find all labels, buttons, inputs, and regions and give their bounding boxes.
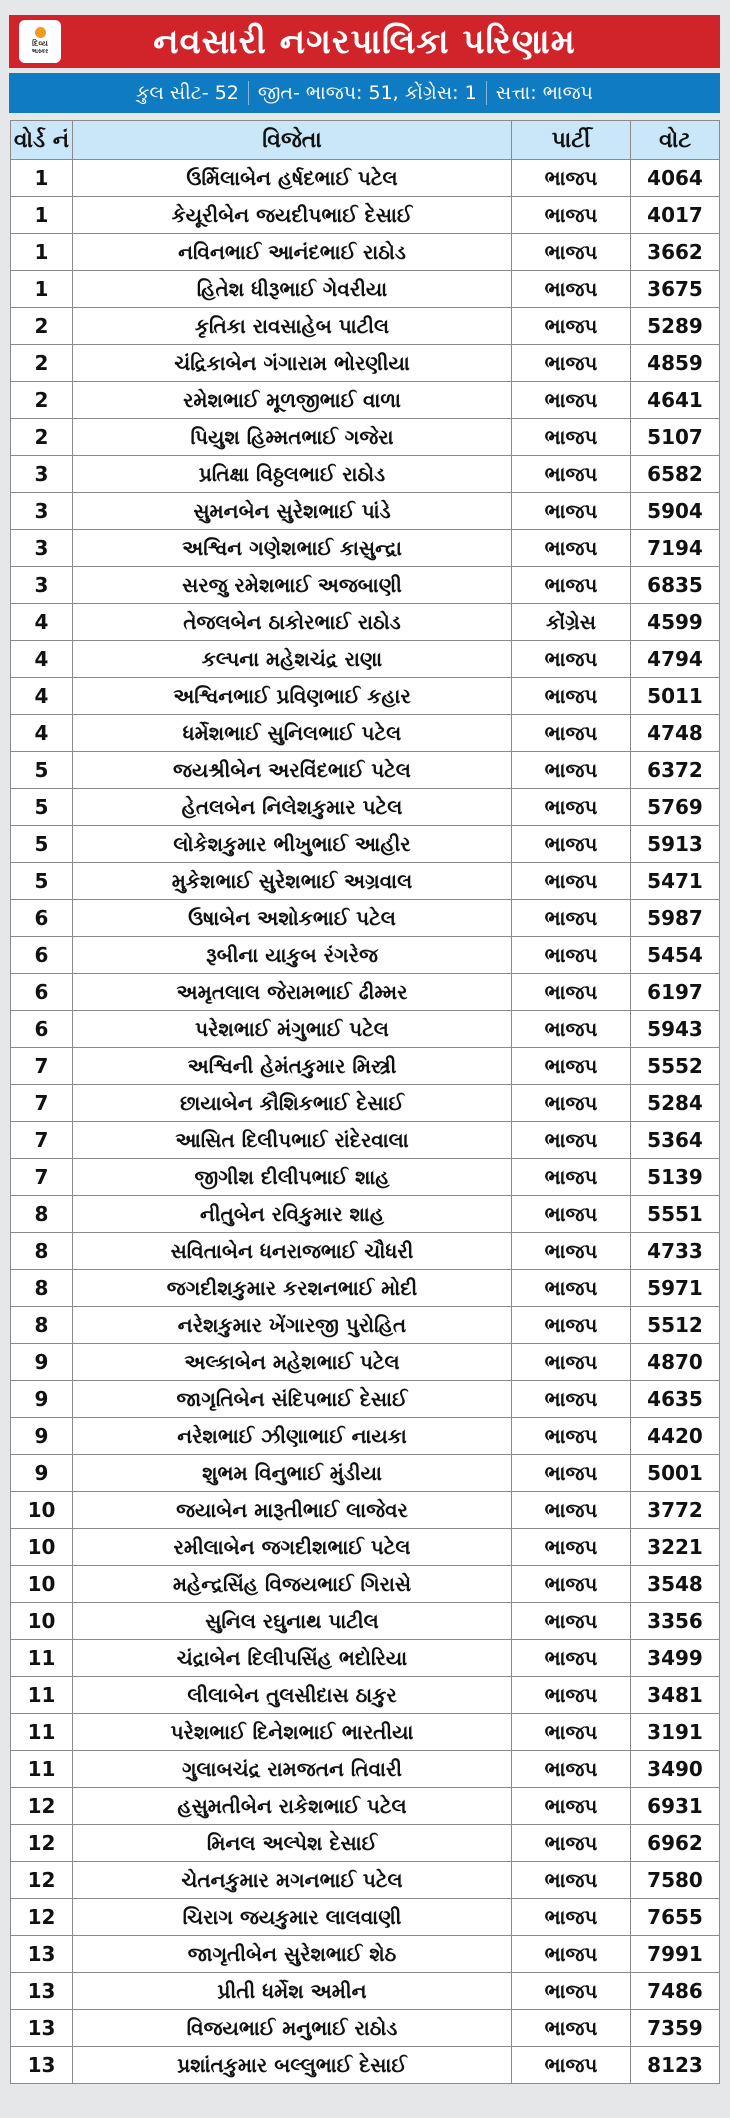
winner-name: હસુમતીબેન રાકેશભાઈ પટેલ bbox=[73, 1788, 512, 1825]
party: ભાજપ bbox=[512, 530, 631, 567]
divider bbox=[248, 81, 249, 105]
party: ભાજપ bbox=[512, 1788, 631, 1825]
winner-name: પ્રશાંતકુમાર બલ્લુભાઈ દેસાઈ bbox=[73, 2047, 512, 2084]
winner-name: મિનલ અલ્પેશ દેસાઈ bbox=[73, 1825, 512, 1862]
table-row bbox=[11, 493, 720, 530]
party: ભાજપ bbox=[512, 1159, 631, 1196]
winner-name: ચંદ્રિકાબેન ગંગારામ ભોરણીયા bbox=[73, 345, 512, 382]
table-row bbox=[11, 1270, 720, 1307]
party: ભાજપ bbox=[512, 2047, 631, 2084]
table-row bbox=[11, 1566, 720, 1603]
party: ભાજપ bbox=[512, 345, 631, 382]
winner-name: કલ્પના મહેશચંદ્ર રાણા bbox=[73, 641, 512, 678]
logo-text-2: ભાસ્કર bbox=[31, 48, 49, 55]
ward-number: 7 bbox=[11, 1159, 73, 1196]
winner-name: તેજલબેન ઠાકોરભાઈ રાઠોડ bbox=[73, 604, 512, 641]
party: ભાજપ bbox=[512, 1640, 631, 1677]
winner-name: પરેશભાઈ મંગુભાઈ પટેલ bbox=[73, 1011, 512, 1048]
votes: 8123 bbox=[631, 2047, 720, 2084]
party: ભાજપ bbox=[512, 197, 631, 234]
party: ભાજપ bbox=[512, 1270, 631, 1307]
winner-name: આસિત દિલીપભાઈ રાંદેરવાલા bbox=[73, 1122, 512, 1159]
table-row bbox=[11, 641, 720, 678]
votes: 4733 bbox=[631, 1233, 720, 1270]
table-row bbox=[11, 1936, 720, 1973]
ward-number: 7 bbox=[11, 1085, 73, 1122]
party: ભાજપ bbox=[512, 1825, 631, 1862]
winner-name: પ્રીતી ધર્મેશ અમીન bbox=[73, 1973, 512, 2010]
table-row bbox=[11, 863, 720, 900]
votes: 3490 bbox=[631, 1751, 720, 1788]
ward-number: 8 bbox=[11, 1270, 73, 1307]
ward-number: 12 bbox=[11, 1862, 73, 1899]
winner-name: ચંદ્રાબેન દિલીપસિંહ ભદોરિયા bbox=[73, 1640, 512, 1677]
party: ભાજપ bbox=[512, 271, 631, 308]
votes: 6582 bbox=[631, 456, 720, 493]
winner-name: અશ્વિની હેમંતકુમાર મિસ્ત્રી bbox=[73, 1048, 512, 1085]
winner-name: પરેશભાઈ દિનેશભાઈ ભારતીયા bbox=[73, 1714, 512, 1751]
ward-number: 13 bbox=[11, 2047, 73, 2084]
table-row bbox=[11, 826, 720, 863]
ward-number: 6 bbox=[11, 937, 73, 974]
ward-number: 10 bbox=[11, 1566, 73, 1603]
winner-name: નવિનભાઈ આનંદભાઈ રાઠોડ bbox=[73, 234, 512, 271]
table-row bbox=[11, 567, 720, 604]
ward-number: 12 bbox=[11, 1825, 73, 1862]
ward-number: 12 bbox=[11, 1788, 73, 1825]
votes: 6835 bbox=[631, 567, 720, 604]
ward-number: 3 bbox=[11, 456, 73, 493]
party: ભાજપ bbox=[512, 974, 631, 1011]
votes: 3191 bbox=[631, 1714, 720, 1751]
table-row bbox=[11, 752, 720, 789]
votes: 5011 bbox=[631, 678, 720, 715]
votes: 5107 bbox=[631, 419, 720, 456]
party: ભાજપ bbox=[512, 1566, 631, 1603]
ward-number: 1 bbox=[11, 271, 73, 308]
winner-name: લોકેશકુમાર ભીખુભાઈ આહીર bbox=[73, 826, 512, 863]
winner-name: ચિરાગ જયકુમાર લાલવાણી bbox=[73, 1899, 512, 1936]
party: ભાજપ bbox=[512, 1233, 631, 1270]
winner-name: રૂબીના યાકુબ રંગરેજ bbox=[73, 937, 512, 974]
ward-number: 3 bbox=[11, 530, 73, 567]
table-row bbox=[11, 1529, 720, 1566]
votes: 4641 bbox=[631, 382, 720, 419]
party: ભાજપ bbox=[512, 1751, 631, 1788]
ward-number: 2 bbox=[11, 345, 73, 382]
votes: 5364 bbox=[631, 1122, 720, 1159]
title-banner bbox=[9, 15, 720, 68]
winner-name: નરેશકુમાર ખેંગારજી પુરોહિત bbox=[73, 1307, 512, 1344]
ward-number: 13 bbox=[11, 1936, 73, 1973]
votes: 4599 bbox=[631, 604, 720, 641]
party: ભાજપ bbox=[512, 567, 631, 604]
votes: 4635 bbox=[631, 1381, 720, 1418]
party: ભાજપ bbox=[512, 419, 631, 456]
winner-name: અશ્વિન ગણેશભાઈ કાસુન્દ્રા bbox=[73, 530, 512, 567]
ward-number: 8 bbox=[11, 1233, 73, 1270]
party: ભાજપ bbox=[512, 1492, 631, 1529]
ward-number: 13 bbox=[11, 1973, 73, 2010]
winner-name: અશ્વિનભાઈ પ્રવિણભાઈ કહાર bbox=[73, 678, 512, 715]
table-row bbox=[11, 604, 720, 641]
ward-number: 5 bbox=[11, 863, 73, 900]
votes: 3499 bbox=[631, 1640, 720, 1677]
votes: 5139 bbox=[631, 1159, 720, 1196]
votes: 7359 bbox=[631, 2010, 720, 2047]
party: ભાજપ bbox=[512, 160, 631, 197]
party: ભાજપ bbox=[512, 900, 631, 937]
ward-number: 9 bbox=[11, 1344, 73, 1381]
party: ભાજપ bbox=[512, 1085, 631, 1122]
table-row bbox=[11, 1788, 720, 1825]
votes: 4420 bbox=[631, 1418, 720, 1455]
ward-number: 10 bbox=[11, 1603, 73, 1640]
table-row bbox=[11, 308, 720, 345]
ward-number: 8 bbox=[11, 1307, 73, 1344]
party: ભાજપ bbox=[512, 863, 631, 900]
winner-name: પ્રતિક્ષા વિઠ્ઠલભાઈ રાઠોડ bbox=[73, 456, 512, 493]
ward-number: 11 bbox=[11, 1677, 73, 1714]
table-row bbox=[11, 1751, 720, 1788]
party: ભાજપ bbox=[512, 1122, 631, 1159]
table-row bbox=[11, 197, 720, 234]
divider bbox=[486, 81, 487, 105]
ward-number: 7 bbox=[11, 1048, 73, 1085]
votes: 7486 bbox=[631, 1973, 720, 2010]
table-row bbox=[11, 456, 720, 493]
party: ભાજપ bbox=[512, 456, 631, 493]
table-row bbox=[11, 234, 720, 271]
header-ward: વોર્ડ નં bbox=[11, 121, 73, 160]
summary-bar bbox=[9, 73, 720, 113]
table-row bbox=[11, 1677, 720, 1714]
ward-number: 8 bbox=[11, 1196, 73, 1233]
votes: 3481 bbox=[631, 1677, 720, 1714]
votes: 5987 bbox=[631, 900, 720, 937]
ward-number: 7 bbox=[11, 1122, 73, 1159]
table-row bbox=[11, 1122, 720, 1159]
winner-name: કેયૂરીબેન જયદીપભાઈ દેસાઈ bbox=[73, 197, 512, 234]
ward-number: 1 bbox=[11, 197, 73, 234]
table-row bbox=[11, 1233, 720, 1270]
votes: 3675 bbox=[631, 271, 720, 308]
winner-name: રમેશભાઈ મૂળજીભાઈ વાળા bbox=[73, 382, 512, 419]
party: ભાજપ bbox=[512, 1936, 631, 1973]
table-header-row bbox=[11, 121, 720, 160]
seats-won: જીત- ભાજપ: 51, કોંગ્રેસ: 1 bbox=[257, 82, 477, 104]
ward-number: 4 bbox=[11, 604, 73, 641]
party: ભાજપ bbox=[512, 1603, 631, 1640]
ward-number: 2 bbox=[11, 308, 73, 345]
party: ભાજપ bbox=[512, 2010, 631, 2047]
ward-number: 4 bbox=[11, 678, 73, 715]
votes: 4859 bbox=[631, 345, 720, 382]
table-row bbox=[11, 1899, 720, 1936]
ward-number: 9 bbox=[11, 1455, 73, 1492]
winner-name: ચેતનકુમાર મગનભાઈ પટેલ bbox=[73, 1862, 512, 1899]
votes: 7580 bbox=[631, 1862, 720, 1899]
total-seats: કુલ સીટ- 52 bbox=[136, 82, 239, 104]
table-row bbox=[11, 345, 720, 382]
party: ભાજપ bbox=[512, 1196, 631, 1233]
votes: 5769 bbox=[631, 789, 720, 826]
ward-number: 5 bbox=[11, 789, 73, 826]
votes: 5943 bbox=[631, 1011, 720, 1048]
table-row bbox=[11, 2010, 720, 2047]
winner-name: મહેન્દ્રસિંહ વિજયભાઈ ગિરાસે bbox=[73, 1566, 512, 1603]
votes: 5471 bbox=[631, 863, 720, 900]
votes: 7991 bbox=[631, 1936, 720, 1973]
table-row bbox=[11, 1973, 720, 2010]
ward-number: 5 bbox=[11, 826, 73, 863]
party: ભાજપ bbox=[512, 1381, 631, 1418]
ward-number: 6 bbox=[11, 1011, 73, 1048]
ward-number: 1 bbox=[11, 160, 73, 197]
winner-name: છાયાબેન કૌશિકભાઈ દેસાઈ bbox=[73, 1085, 512, 1122]
table-row bbox=[11, 1048, 720, 1085]
party: ભાજપ bbox=[512, 1011, 631, 1048]
table-row bbox=[11, 789, 720, 826]
party: ભાજપ bbox=[512, 234, 631, 271]
header-votes: વોટ bbox=[631, 121, 720, 160]
votes: 5971 bbox=[631, 1270, 720, 1307]
table-row bbox=[11, 1159, 720, 1196]
ward-number: 2 bbox=[11, 419, 73, 456]
header-winner: વિજેતા bbox=[73, 121, 512, 160]
ward-number: 1 bbox=[11, 234, 73, 271]
winner-name: જીગીશ દીલીપભાઈ શાહ bbox=[73, 1159, 512, 1196]
table-row bbox=[11, 1381, 720, 1418]
votes: 4870 bbox=[631, 1344, 720, 1381]
ward-number: 5 bbox=[11, 752, 73, 789]
ward-number: 9 bbox=[11, 1381, 73, 1418]
winner-name: ઉર્મિલાબેન હર્ષદભાઈ પટેલ bbox=[73, 160, 512, 197]
winner-name: અમૃતલાલ જેરામભાઈ ઢીમ્મર bbox=[73, 974, 512, 1011]
winner-name: જાગૃતિબેન સંદિપભાઈ દેસાઈ bbox=[73, 1381, 512, 1418]
votes: 5289 bbox=[631, 308, 720, 345]
winner-name: સરજુ રમેશભાઈ અજબાણી bbox=[73, 567, 512, 604]
ward-number: 11 bbox=[11, 1751, 73, 1788]
winner-name: જાગૃતીબેન સુરેશભાઈ શેઠ bbox=[73, 1936, 512, 1973]
ward-number: 11 bbox=[11, 1640, 73, 1677]
votes: 3772 bbox=[631, 1492, 720, 1529]
party: ભાજપ bbox=[512, 308, 631, 345]
table-row bbox=[11, 937, 720, 974]
sun-icon bbox=[35, 27, 46, 38]
party: ભાજપ bbox=[512, 1973, 631, 2010]
ward-number: 12 bbox=[11, 1899, 73, 1936]
table-row bbox=[11, 1825, 720, 1862]
table-row bbox=[11, 1307, 720, 1344]
table-row bbox=[11, 715, 720, 752]
table-row bbox=[11, 1085, 720, 1122]
table-row bbox=[11, 530, 720, 567]
votes: 4794 bbox=[631, 641, 720, 678]
results-table bbox=[10, 120, 720, 2084]
winner-name: સુમનબેન સુરેશભાઈ પાંડે bbox=[73, 493, 512, 530]
table-row bbox=[11, 419, 720, 456]
ward-number: 3 bbox=[11, 567, 73, 604]
table-row bbox=[11, 2047, 720, 2084]
party: ભાજપ bbox=[512, 826, 631, 863]
winner-name: જયાબેન મારૂતીભાઈ લાજેવર bbox=[73, 1492, 512, 1529]
party: ભાજપ bbox=[512, 493, 631, 530]
table-row bbox=[11, 1714, 720, 1751]
ward-number: 10 bbox=[11, 1529, 73, 1566]
party: ભાજપ bbox=[512, 1529, 631, 1566]
party: ભાજપ bbox=[512, 715, 631, 752]
ward-number: 9 bbox=[11, 1418, 73, 1455]
ward-number: 3 bbox=[11, 493, 73, 530]
divya-bhaskar-logo bbox=[19, 20, 61, 63]
ward-number: 13 bbox=[11, 2010, 73, 2047]
winner-name: શુભમ વિનુભાઈ મુંડીયા bbox=[73, 1455, 512, 1492]
votes: 5001 bbox=[631, 1455, 720, 1492]
table-row bbox=[11, 382, 720, 419]
table-row bbox=[11, 974, 720, 1011]
winner-name: કૃતિકા રાવસાહેબ પાટીલ bbox=[73, 308, 512, 345]
winner-name: નરેશભાઈ ઝીણાભાઈ નાયકા bbox=[73, 1418, 512, 1455]
votes: 5913 bbox=[631, 826, 720, 863]
table-row bbox=[11, 678, 720, 715]
votes: 5512 bbox=[631, 1307, 720, 1344]
party: ભાજપ bbox=[512, 1455, 631, 1492]
page-title: નવસારી નગરપાલિકા પરિણામ bbox=[153, 21, 576, 62]
winner-name: જગદીશકુમાર કરશનભાઈ મોદી bbox=[73, 1270, 512, 1307]
votes: 5454 bbox=[631, 937, 720, 974]
table-row bbox=[11, 1862, 720, 1899]
party: ભાજપ bbox=[512, 1714, 631, 1751]
votes: 6372 bbox=[631, 752, 720, 789]
winner-name: વિજયભાઈ મનુભાઈ રાઠોડ bbox=[73, 2010, 512, 2047]
winner-name: સવિતાબેન ધનરાજભાઈ ચૌધરી bbox=[73, 1233, 512, 1270]
votes: 3221 bbox=[631, 1529, 720, 1566]
table-row bbox=[11, 1492, 720, 1529]
votes: 4064 bbox=[631, 160, 720, 197]
votes: 3548 bbox=[631, 1566, 720, 1603]
winner-name: સુનિલ રઘુનાથ પાટીલ bbox=[73, 1603, 512, 1640]
winner-name: ધર્મેશભાઈ સુનિલભાઈ પટેલ bbox=[73, 715, 512, 752]
party: ભાજપ bbox=[512, 1899, 631, 1936]
votes: 4017 bbox=[631, 197, 720, 234]
table-row bbox=[11, 1603, 720, 1640]
ward-number: 6 bbox=[11, 900, 73, 937]
ruling-party: સત્તા: ભાજપ bbox=[495, 82, 593, 104]
table-row bbox=[11, 1455, 720, 1492]
ward-number: 11 bbox=[11, 1714, 73, 1751]
ward-number: 2 bbox=[11, 382, 73, 419]
party: ભાજપ bbox=[512, 752, 631, 789]
winner-name: મુકેશભાઈ સુરેશભાઈ અગ્રવાલ bbox=[73, 863, 512, 900]
ward-number: 6 bbox=[11, 974, 73, 1011]
votes: 6197 bbox=[631, 974, 720, 1011]
winner-name: હેતલબેન નિલેશકુમાર પટેલ bbox=[73, 789, 512, 826]
votes: 3356 bbox=[631, 1603, 720, 1640]
votes: 7194 bbox=[631, 530, 720, 567]
votes: 7655 bbox=[631, 1899, 720, 1936]
party: ભાજપ bbox=[512, 1048, 631, 1085]
votes: 6931 bbox=[631, 1788, 720, 1825]
party: ભાજપ bbox=[512, 1677, 631, 1714]
party: ભાજપ bbox=[512, 789, 631, 826]
table-row bbox=[11, 900, 720, 937]
logo-text-1: દિવ્ય bbox=[32, 39, 48, 48]
party: ભાજપ bbox=[512, 1307, 631, 1344]
table-row bbox=[11, 1011, 720, 1048]
party: ભાજપ bbox=[512, 937, 631, 974]
ward-number: 4 bbox=[11, 715, 73, 752]
ward-number: 10 bbox=[11, 1492, 73, 1529]
party: કોંગ્રેસ bbox=[512, 604, 631, 641]
winner-name: ઉષાબેન અશોકભાઈ પટેલ bbox=[73, 900, 512, 937]
party: ભાજપ bbox=[512, 1418, 631, 1455]
party: ભાજપ bbox=[512, 641, 631, 678]
party: ભાજપ bbox=[512, 1862, 631, 1899]
votes: 5904 bbox=[631, 493, 720, 530]
winner-name: અલ્કાબેન મહેશભાઈ પટેલ bbox=[73, 1344, 512, 1381]
votes: 5552 bbox=[631, 1048, 720, 1085]
winner-name: લીલાબેન તુલસીદાસ ઠાકુર bbox=[73, 1677, 512, 1714]
table-row bbox=[11, 1344, 720, 1381]
winner-name: ગુલાબચંદ્ર રામજતન તિવારી bbox=[73, 1751, 512, 1788]
winner-name: રમીલાબેન જગદીશભાઈ પટેલ bbox=[73, 1529, 512, 1566]
votes: 3662 bbox=[631, 234, 720, 271]
votes: 6962 bbox=[631, 1825, 720, 1862]
ward-number: 4 bbox=[11, 641, 73, 678]
votes: 5551 bbox=[631, 1196, 720, 1233]
votes: 4748 bbox=[631, 715, 720, 752]
table-row bbox=[11, 1196, 720, 1233]
party: ભાજપ bbox=[512, 678, 631, 715]
table-row bbox=[11, 1418, 720, 1455]
party: ભાજપ bbox=[512, 1344, 631, 1381]
winner-name: પિયુશ હિમ્મતભાઈ ગજેરા bbox=[73, 419, 512, 456]
table-row bbox=[11, 271, 720, 308]
table-row bbox=[11, 160, 720, 197]
table-row bbox=[11, 1640, 720, 1677]
party: ભાજપ bbox=[512, 382, 631, 419]
header-party: પાર્ટી bbox=[512, 121, 631, 160]
winner-name: હિતેશ ધીરૂભાઈ ગેવરીયા bbox=[73, 271, 512, 308]
winner-name: નીતુબેન રવિકુમાર શાહ bbox=[73, 1196, 512, 1233]
winner-name: જયશ્રીબેન અરવિંદભાઈ પટેલ bbox=[73, 752, 512, 789]
votes: 5284 bbox=[631, 1085, 720, 1122]
